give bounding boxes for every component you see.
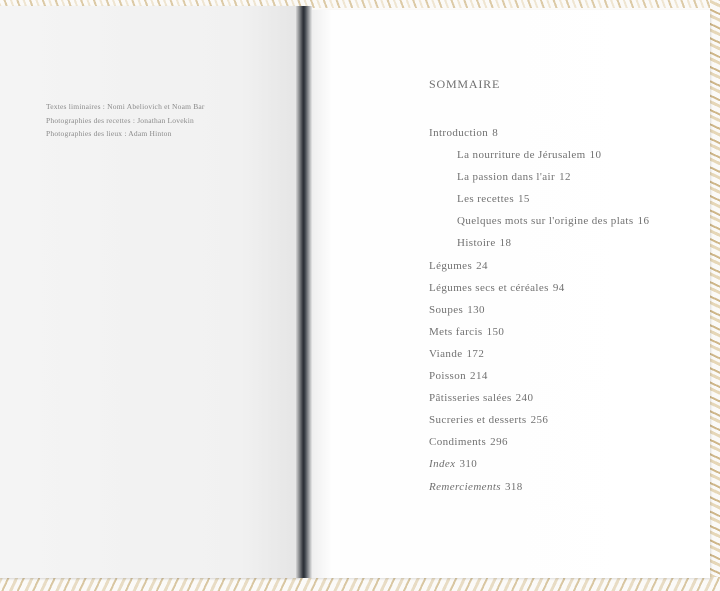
toc-subitem <box>429 214 649 236</box>
toc-page-number: 94 <box>552 281 565 294</box>
cover-pattern-right <box>710 0 720 591</box>
toc-page-number: 240 <box>515 392 534 405</box>
toc-item <box>429 303 649 325</box>
toc-label: Poisson <box>429 370 467 383</box>
toc-label: Viande <box>429 347 463 360</box>
toc-label: Sucreries et desserts <box>429 414 527 427</box>
toc-page-number: 310 <box>459 458 478 471</box>
toc-label: Légumes secs et céréales <box>429 281 549 294</box>
toc-label: Remerciements <box>429 480 501 493</box>
toc-item <box>429 126 649 148</box>
toc-page-number: 130 <box>467 303 485 316</box>
toc-label: Quelques mots sur l'origine des plats <box>457 215 634 228</box>
toc-item <box>429 369 649 391</box>
toc-label: Pâtisseries salées <box>429 392 512 405</box>
toc-item <box>429 435 649 457</box>
toc-page-number: 8 <box>492 127 499 139</box>
toc-page-number: 296 <box>490 436 508 449</box>
credit-line: Photographies des lieux : Adam Hinton <box>46 129 172 138</box>
toc-label: Index <box>429 458 456 471</box>
toc-page-number: 214 <box>470 370 488 383</box>
toc-item <box>429 325 649 347</box>
toc-page-number: 15 <box>518 193 530 206</box>
toc-page-number: 256 <box>530 414 549 427</box>
toc-label: Condiments <box>429 436 487 449</box>
toc-page-number: 16 <box>637 215 650 228</box>
toc-item <box>429 391 649 413</box>
credit-line: Photographies des recettes : Jonathan Lovekin <box>46 115 194 125</box>
toc-label: La passion dans l'air <box>457 171 556 184</box>
toc-page-number: 318 <box>504 480 523 493</box>
toc-label: Introduction <box>429 127 489 139</box>
toc-page-number: 10 <box>589 149 602 162</box>
toc-label: Légumes <box>429 259 473 272</box>
toc-item <box>429 457 649 479</box>
credit-line: Textes liminaires : Nomi Abeliovich et Noam Bar <box>46 102 205 111</box>
toc-item <box>429 480 649 502</box>
toc-title: SOMMAIRE <box>429 77 501 91</box>
credits-block <box>46 100 205 141</box>
toc-item <box>429 347 649 369</box>
toc-label: Mets farcis <box>429 325 483 338</box>
toc-page-number: 12 <box>559 171 571 184</box>
left-page <box>0 6 302 578</box>
toc-item <box>429 281 649 303</box>
toc-subitem <box>429 236 649 258</box>
table-of-contents <box>429 126 649 502</box>
toc-page-number: 18 <box>499 237 512 250</box>
cover-pattern-bottom <box>0 577 720 591</box>
toc-page-number: 172 <box>466 347 485 360</box>
toc-page-number: 24 <box>476 259 488 272</box>
toc-label: La nourriture de Jérusalem <box>457 149 586 162</box>
toc-item <box>429 413 649 435</box>
toc-subitem <box>429 192 649 214</box>
toc-subitem <box>429 148 649 170</box>
toc-label: Soupes <box>429 303 464 316</box>
toc-label: Histoire <box>457 237 496 250</box>
toc-subitem <box>429 170 649 192</box>
toc-label: Les recettes <box>457 193 515 206</box>
book-spine <box>296 6 312 578</box>
toc-page-number: 150 <box>486 325 505 338</box>
toc-item <box>429 259 649 281</box>
